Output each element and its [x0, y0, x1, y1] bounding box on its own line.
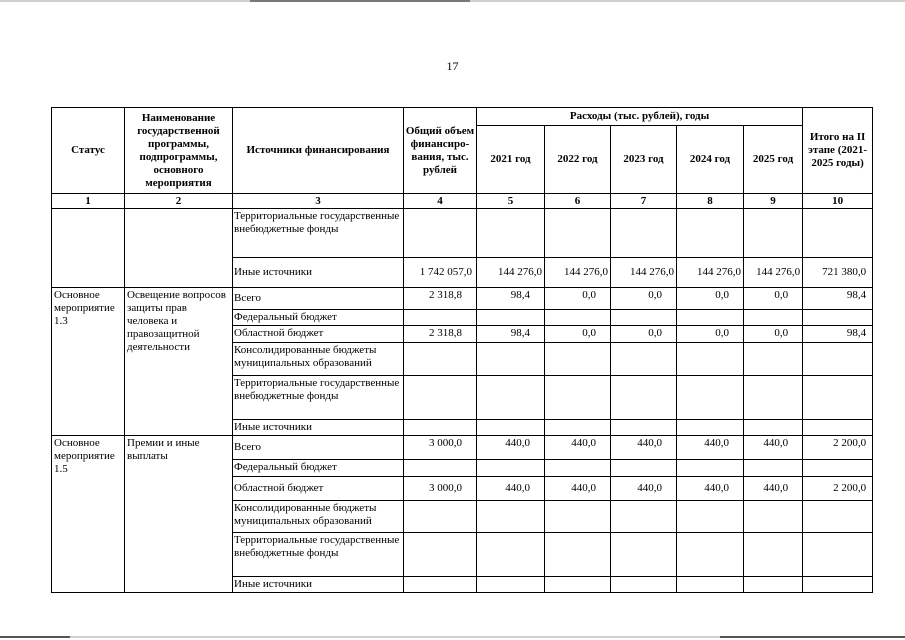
value-cell: 0,0: [545, 288, 611, 310]
header-status: Статус: [52, 108, 125, 194]
column-numbers-row: [52, 194, 873, 209]
column-number: 6: [545, 194, 611, 209]
value-cell: 98,4: [803, 326, 873, 343]
table-row: [52, 436, 873, 460]
value-cell: 1 742 057,0: [404, 258, 477, 288]
scan-edge-bottom-dark-left: [0, 636, 70, 638]
value-cell: [404, 343, 477, 376]
value-cell: 0,0: [611, 288, 677, 310]
value-cell: [611, 376, 677, 420]
value-cell: [477, 577, 545, 593]
value-cell: [803, 209, 873, 258]
column-number: 2: [125, 194, 233, 209]
value-cell: [803, 420, 873, 436]
value-cell: [404, 460, 477, 477]
header-total: Общий объем финансиро-вания, тыс. рублей: [404, 108, 477, 194]
budget-table: [51, 107, 873, 593]
source-cell: Всего: [233, 288, 404, 310]
value-cell: 0,0: [545, 326, 611, 343]
value-cell: [404, 310, 477, 326]
value-cell: 440,0: [477, 436, 545, 460]
column-number: 4: [404, 194, 477, 209]
value-cell: [545, 209, 611, 258]
value-cell: [744, 376, 803, 420]
value-cell: 721 380,0: [803, 258, 873, 288]
header-name: Наименование государственной программы, подпрограммы, основного мероприятия: [125, 108, 233, 194]
value-cell: [611, 209, 677, 258]
value-cell: [803, 533, 873, 577]
value-cell: [803, 501, 873, 533]
source-cell: Территориальные государственные внебюджетные фонды: [233, 376, 404, 420]
value-cell: 0,0: [744, 326, 803, 343]
value-cell: [744, 343, 803, 376]
value-cell: 144 276,0: [677, 258, 744, 288]
column-number: 3: [233, 194, 404, 209]
value-cell: [744, 209, 803, 258]
value-cell: 0,0: [677, 326, 744, 343]
name-cell: Освещение вопросов защиты прав человека и правозащитной деятельности: [125, 288, 233, 436]
value-cell: [803, 343, 873, 376]
status-cell: Основное мероприятие 1.5: [52, 436, 125, 593]
source-cell: Всего: [233, 436, 404, 460]
value-cell: [545, 420, 611, 436]
value-cell: [803, 376, 873, 420]
value-cell: [744, 420, 803, 436]
column-number: 9: [744, 194, 803, 209]
value-cell: [677, 533, 744, 577]
header-year: 2024 год: [677, 126, 744, 194]
value-cell: [677, 209, 744, 258]
value-cell: 98,4: [477, 326, 545, 343]
value-cell: 98,4: [477, 288, 545, 310]
value-cell: [545, 501, 611, 533]
value-cell: 144 276,0: [477, 258, 545, 288]
value-cell: [677, 376, 744, 420]
value-cell: 440,0: [744, 477, 803, 501]
header-year: 2021 год: [477, 126, 545, 194]
value-cell: 3 000,0: [404, 436, 477, 460]
table-body: [52, 209, 873, 593]
value-cell: 2 318,8: [404, 326, 477, 343]
status-cell: Основное мероприятие 1.3: [52, 288, 125, 436]
value-cell: [803, 460, 873, 477]
value-cell: [677, 577, 744, 593]
value-cell: [477, 533, 545, 577]
value-cell: 440,0: [677, 436, 744, 460]
header-year: 2023 год: [611, 126, 677, 194]
value-cell: [677, 420, 744, 436]
value-cell: [744, 533, 803, 577]
value-cell: [477, 376, 545, 420]
value-cell: [611, 577, 677, 593]
source-cell: Федеральный бюджет: [233, 310, 404, 326]
value-cell: [611, 501, 677, 533]
value-cell: [803, 577, 873, 593]
header-year: 2025 год: [744, 126, 803, 194]
value-cell: [545, 376, 611, 420]
value-cell: 0,0: [611, 326, 677, 343]
value-cell: 0,0: [677, 288, 744, 310]
value-cell: 440,0: [611, 477, 677, 501]
value-cell: [545, 533, 611, 577]
value-cell: 0,0: [744, 288, 803, 310]
value-cell: 98,4: [803, 288, 873, 310]
source-cell: Консолидированные бюджеты муниципальных образований: [233, 343, 404, 376]
header-expenses: Расходы (тыс. рублей), годы: [477, 108, 803, 126]
value-cell: [477, 310, 545, 326]
value-cell: 440,0: [677, 477, 744, 501]
value-cell: [611, 343, 677, 376]
value-cell: 440,0: [545, 477, 611, 501]
value-cell: [611, 460, 677, 477]
page-number: 17: [446, 59, 459, 73]
source-cell: Иные источники: [233, 420, 404, 436]
source-cell: Территориальные государственные внебюджетные фонды: [233, 209, 404, 258]
value-cell: 144 276,0: [744, 258, 803, 288]
value-cell: [477, 343, 545, 376]
source-cell: Федеральный бюджет: [233, 460, 404, 477]
value-cell: [611, 420, 677, 436]
source-cell: Областной бюджет: [233, 326, 404, 343]
column-number: 8: [677, 194, 744, 209]
column-number: 5: [477, 194, 545, 209]
value-cell: [404, 533, 477, 577]
status-cell: [52, 209, 125, 288]
value-cell: [404, 420, 477, 436]
value-cell: 440,0: [744, 436, 803, 460]
value-cell: 2 200,0: [803, 477, 873, 501]
source-cell: Территориальные государственные внебюджетные фонды: [233, 533, 404, 577]
value-cell: [404, 501, 477, 533]
header-year: 2022 год: [545, 126, 611, 194]
value-cell: 144 276,0: [545, 258, 611, 288]
value-cell: 440,0: [611, 436, 677, 460]
value-cell: [477, 460, 545, 477]
value-cell: [677, 310, 744, 326]
header-sources: Источники финансирования: [233, 108, 404, 194]
table-header: [52, 108, 873, 209]
value-cell: [404, 209, 477, 258]
value-cell: 144 276,0: [611, 258, 677, 288]
value-cell: [803, 310, 873, 326]
value-cell: [744, 501, 803, 533]
value-cell: [545, 310, 611, 326]
value-cell: 3 000,0: [404, 477, 477, 501]
value-cell: [545, 343, 611, 376]
source-cell: Иные источники: [233, 258, 404, 288]
value-cell: [677, 501, 744, 533]
value-cell: [404, 577, 477, 593]
value-cell: [477, 420, 545, 436]
header-stage-total: Итого на II этапе (2021-2025 годы): [803, 108, 873, 194]
value-cell: [404, 376, 477, 420]
value-cell: [677, 343, 744, 376]
value-cell: [677, 460, 744, 477]
scan-edge-bottom-dark-right: [720, 636, 905, 638]
value-cell: [477, 209, 545, 258]
table-row: [52, 209, 873, 258]
value-cell: [611, 533, 677, 577]
source-cell: Иные источники: [233, 577, 404, 593]
value-cell: [744, 310, 803, 326]
column-number: 10: [803, 194, 873, 209]
value-cell: [545, 577, 611, 593]
scan-edge-top-dark: [250, 0, 470, 2]
column-number: 1: [52, 194, 125, 209]
name-cell: [125, 209, 233, 288]
value-cell: 2 200,0: [803, 436, 873, 460]
value-cell: 2 318,8: [404, 288, 477, 310]
value-cell: [477, 501, 545, 533]
value-cell: [545, 460, 611, 477]
value-cell: [611, 310, 677, 326]
value-cell: 440,0: [477, 477, 545, 501]
value-cell: [744, 577, 803, 593]
value-cell: 440,0: [545, 436, 611, 460]
value-cell: [744, 460, 803, 477]
table-row: [52, 288, 873, 310]
source-cell: Консолидированные бюджеты муниципальных образований: [233, 501, 404, 533]
source-cell: Областной бюджет: [233, 477, 404, 501]
column-number: 7: [611, 194, 677, 209]
name-cell: Премии и иные выплаты: [125, 436, 233, 593]
